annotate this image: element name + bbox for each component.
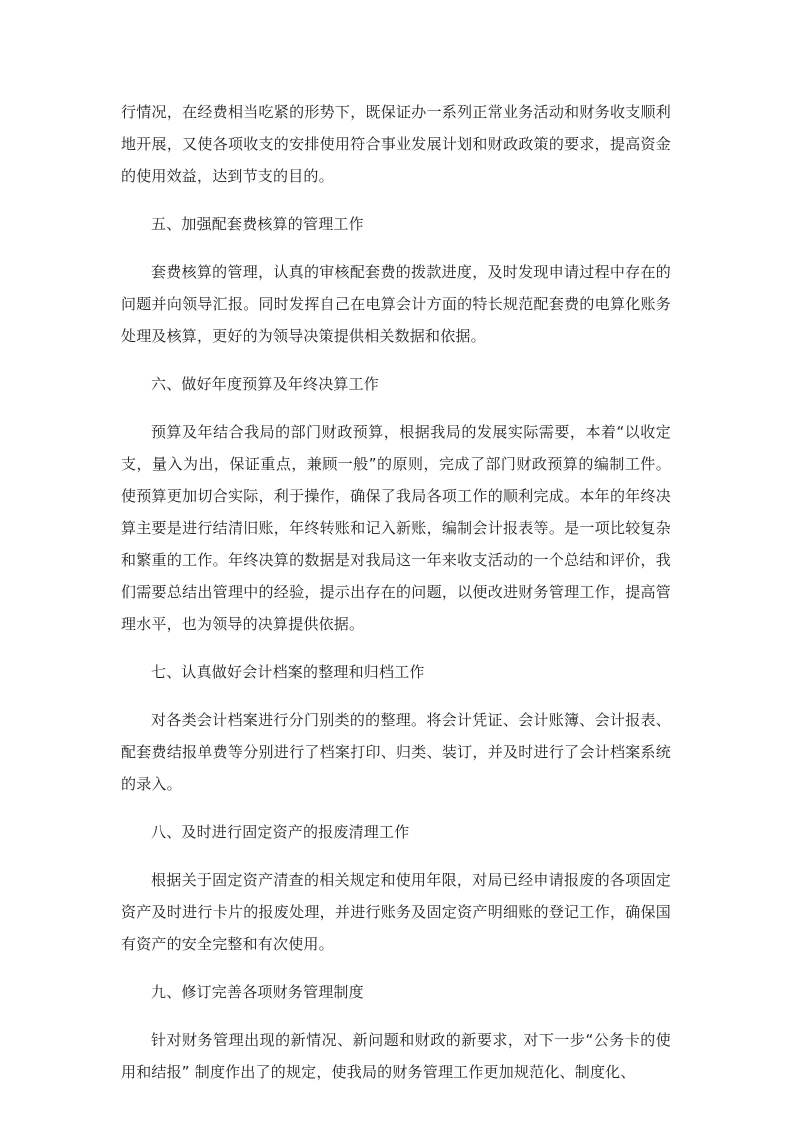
section-heading-6: 六、做好年度预算及年终决算工作 [151, 375, 380, 393]
paragraph-continuation: 行情况，在经费相当吃紧的形势下，既保证办一系列正常业务活动和财务收支顺利地开展，又使各项收支的安排使用符合事业发展计划和财政政策的要求，提高资金的使用效益，达到节支的目的。 [121, 103, 671, 185]
paragraph-8: 根据关于固定资产清查的相关规定和使用年限，对局已经申请报废的各项固定资产及时进行卡片的报废处理，并进行账务及固定资产明细账的登记工作，确保国有资产的安全完整和有次使用。 [121, 871, 671, 953]
section-heading-5: 五、加强配套费核算的管理工作 [151, 215, 364, 233]
section-heading-9: 九、修订完善各项财务管理制度 [151, 983, 364, 1001]
document-page [121, 96, 671, 1104]
paragraph-9: 针对财务管理出现的新情况、新问题和财政的新要求，对下一步“公务卡的使用和结报” 制度作出了的规定，使我局的财务管理工作更加规范化、制度化、 [121, 1031, 671, 1081]
section-heading-7: 七、认真做好会计档案的整理和归档工作 [151, 663, 425, 681]
paragraph-5: 套费核算的管理，认真的审核配套费的拨款进度，及时发现申请过程中存在的问题并向领导汇报。同时发挥自己在电算会计方面的特长规范配套费的电算化账务处理及核算，更好的为领导决策提供相关数据和依据。 [121, 263, 671, 345]
paragraph-7: 对各类会计档案进行分门别类的的整理。将会计凭证、会计账簿、会计报表、配套费结报单费等分别进行了档案打印、归类、装订，并及时进行了会计档案系统的录入。 [121, 711, 671, 793]
section-heading-8: 八、及时进行固定资产的报废清理工作 [151, 823, 410, 841]
paragraph-6: 预算及年结合我局的部门财政预算，根据我局的发展实际需要，本着“以收定支，量入为出，保证重点，兼顾一般”的原则，完成了部门财政预算的编制工件。使预算更加切合实际，利于操作，确保了我局各项工作的顺利完成。本年的年终决算主要是进行结清旧账，年终转账和记入新账，编制会计报表等。是一项比较复杂和繁重的工作。年终决算的数据是对我局这一年来收支活动的一个总结和评价，我们需要总结出管理中的经验，提示出存在的问题，以便改进财务管理工作，提高管理水平，也为领导的决算提供依据。 [121, 423, 671, 633]
